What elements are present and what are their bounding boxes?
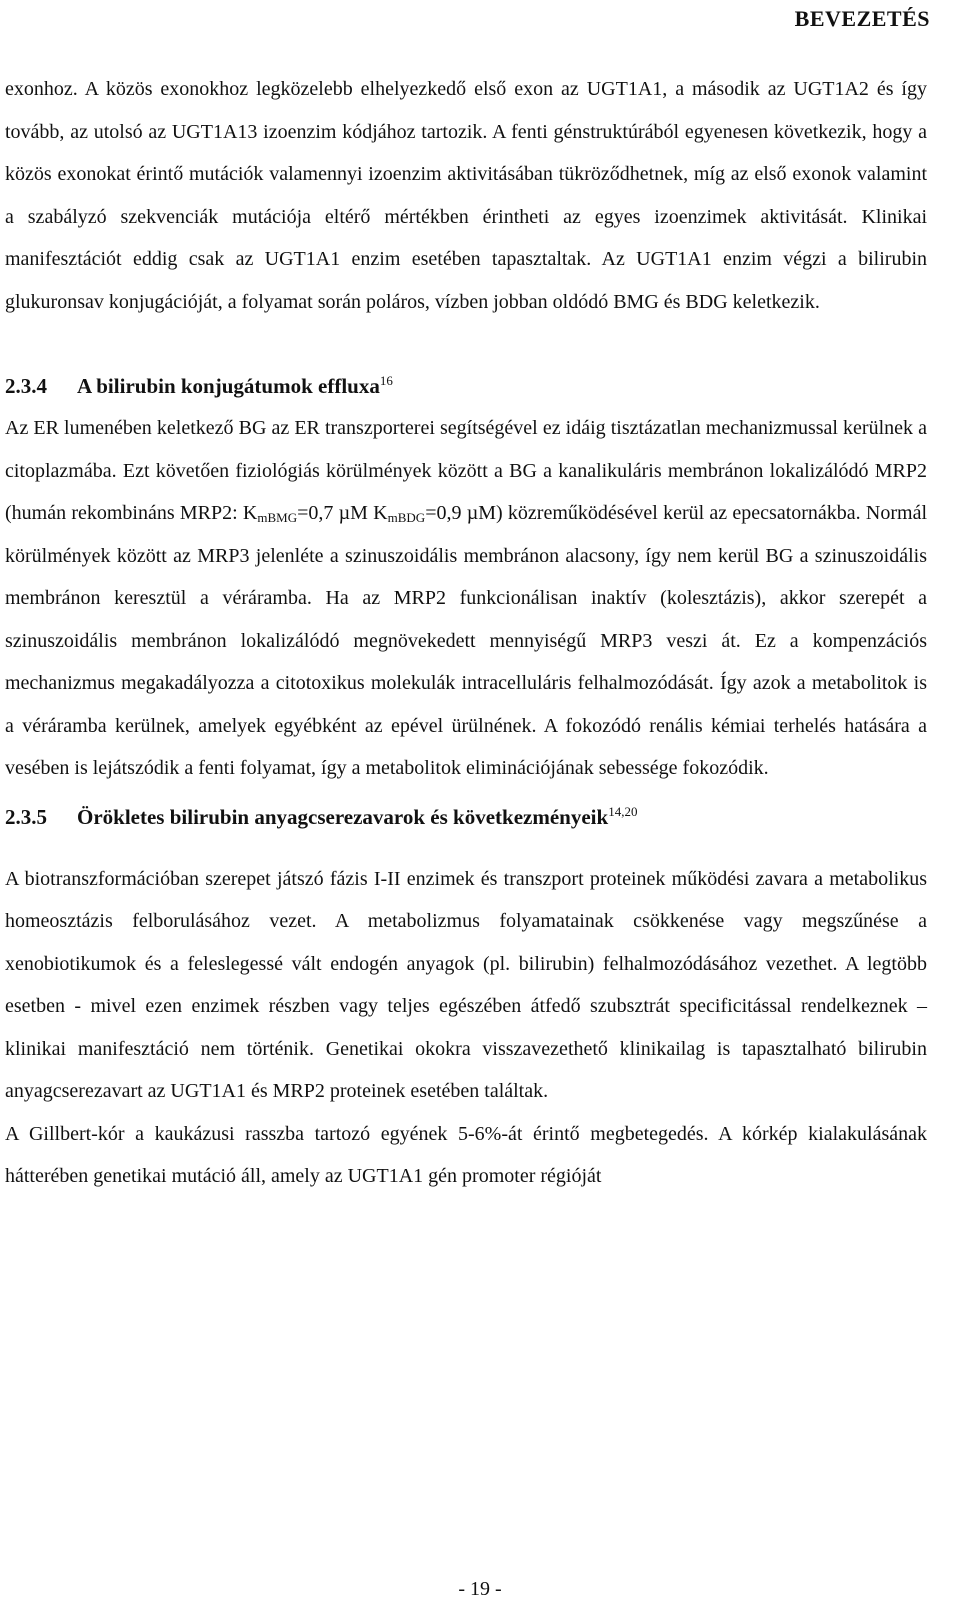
citation-ref: 14,20 (608, 803, 638, 819)
section-heading-2-3-5 (5, 796, 927, 838)
paragraph-efflux-part-b: =0,7 µM K (297, 502, 388, 524)
section-heading-2-3-4 (5, 365, 927, 407)
running-header: BEVEZETÉS (794, 6, 930, 31)
citation-ref: 16 (379, 373, 393, 388)
section-title: A bilirubin konjugátumok effluxa (77, 374, 380, 398)
paragraph-gilbert: A Gillbert-kór a kaukázusi rasszba tartozó egyének 5-6%-át érintő megbetegedés. A kórkép kialakulásának hátterében genetikai mutáció áll, amely az UGT1A1 gén promoter régióját (5, 1122, 927, 1187)
paragraph-efflux-part-c: =0,9 µM) közreműködésével kerül az epecsatornákba. Normál körülmények között az MRP3 jelenléte a szinuszoidális membránon alacsony, így nem kerül BG a szinuszoidális membránon keresztül a véráramba. Ha az MRP2 funkcionálisan inaktív (kolesztázis), akkor szerepét a szinuszoidális membránon lokalizálódó megnövekedett mennyiségű MRP3 veszi át. Ez a kompenzációs mechanizmus megakadályozza a citotoxikus molekulák intracelluláris felhalmozódását. Így azok a metabolitok is a véráramba kerülnek, amelyek egyébként az epével ürülnének. A fokozódó renális kémiai terhelés hatására a vesében is lejátszódik a fenti folyamat, így a metabolitok eliminációjának sebessége fokozódik. (5, 502, 928, 779)
paragraph-efflux (5, 407, 927, 790)
section-number: 2.3.4 (5, 374, 47, 398)
subscript-mbmg: mBMG (257, 510, 298, 525)
paragraph-ugt-exons: exonhoz. A közös exonokhoz legközelebb elhelyezkedő első exon az UGT1A1, a második az UGT1A2 és így tovább, az utolsó az UGT1A13 izoenzim kódjához tartozik. A fenti génstruktúrából egyenesen következik, hogy a közös exonokat érintő mutációk valamennyi izoenzim aktivitásában tükröződhetnek, míg az első exonok valamint a szabályzó szekvenciák mutációja eltérő mértékben érintheti az egyes izoenzimek aktivitását. Klinikai manifesztációt eddig csak az UGT1A1 enzim esetében tapasztaltak. Az UGT1A1 enzim végzi a bilirubin glukuronsav konjugációját, a folyamat során poláros, vízben jobban oldódó BMG és BDG keletkezik. (5, 78, 927, 313)
body-text (5, 68, 927, 1198)
subscript-mbdg: mBDG (387, 510, 426, 525)
section-number: 2.3.5 (5, 804, 47, 829)
paragraph-metabolic-disorders: A biotranszformációban szerepet játszó fázis I-II enzimek és transzport proteinek működési zavara a metabolikus homeosztázis felborulásához vezet. A metabolizmus folyamatainak csökkenése vagy megszűnése a xenobiotikumok és a feleslegessé vált endogén anyagok (pl. bilirubin) felhalmozódásához vezethet. A legtöbb esetben - mivel ezen enzimek részben vagy teljes egészében átfedő szubsztrát specificitással rendelkeznek – klinikai manifesztáció nem történik. Genetikai okokra visszavezethető klinikailag is tapasztalható bilirubin anyagcserezavart az UGT1A1 és MRP2 proteinek esetében találtak. (5, 867, 927, 1102)
section-title: Örökletes bilirubin anyagcserezavarok és következményeik (77, 804, 609, 829)
paragraph-efflux-part-a: Az ER lumenében keletkező BG az ER transzporterei segítségével ez idáig tisztázatlan mechanizmussal kerülnek a citoplazmába. Ezt követően fiziológiás körülmények között a BG a kanalikuláris membránon lokalizálódó MRP2 (humán rekombináns MRP2: K (5, 417, 927, 524)
spacer (5, 838, 927, 858)
page-number: - 19 - (458, 1578, 502, 1600)
